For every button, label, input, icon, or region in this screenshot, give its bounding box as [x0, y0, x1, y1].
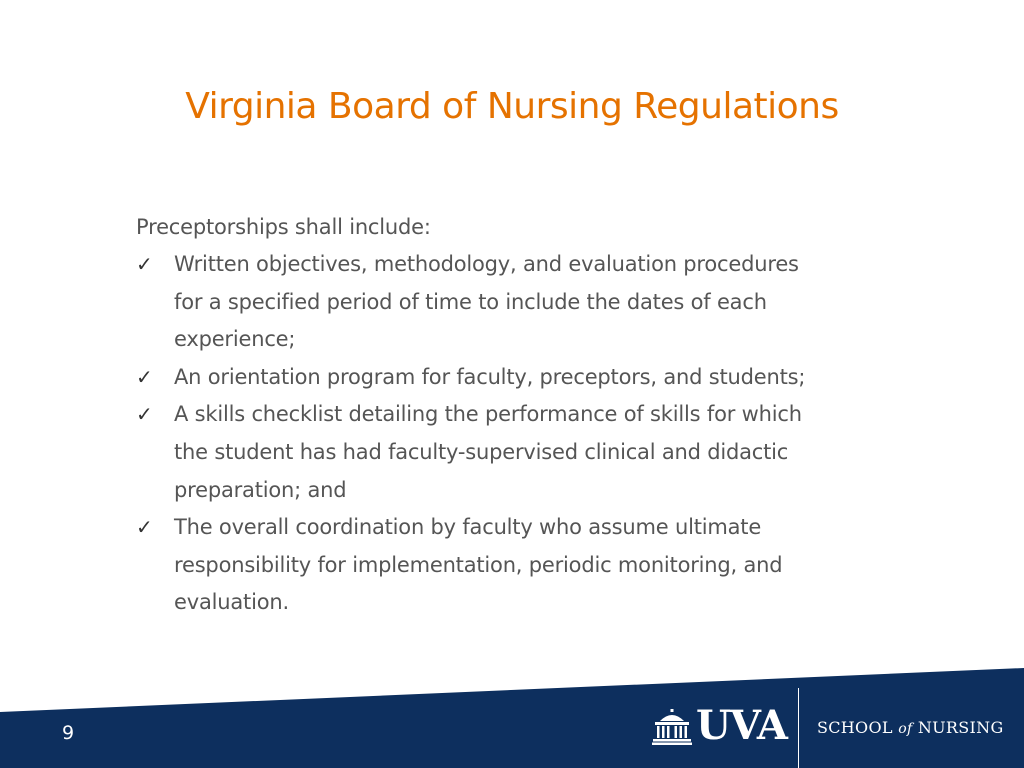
intro-text: Preceptorships shall include: [136, 215, 431, 239]
school-suffix: NURSING [917, 718, 1004, 737]
page-number: 9 [62, 722, 75, 744]
check-mark-icon: ✓ [136, 252, 153, 276]
school-of-nursing-text [817, 718, 1004, 737]
list-item-line: preparation; and [174, 477, 347, 502]
check-mark-icon: ✓ [136, 402, 153, 427]
school-prefix: SCHOOL [817, 718, 893, 737]
list-item-line: evaluation. [174, 590, 289, 615]
list-item-line: Written objectives, methodology, and evaluation procedures [174, 252, 799, 276]
check-mark-icon: ✓ [136, 515, 153, 540]
list-item-line: The overall coordination by faculty who assume ultimate [174, 515, 762, 540]
slide-title: Virginia Board of Nursing Regulations [185, 86, 839, 127]
logo-divider [798, 688, 799, 768]
list-item-line: responsibility for implementation, periodic monitoring, and [174, 552, 783, 577]
list-item-line: for a specified period of time to include the dates of each [174, 289, 767, 314]
list-item-line: experience; [174, 327, 296, 352]
list-item-line: the student has had faculty-supervised clinical and didactic [174, 439, 789, 464]
list-item-line: A skills checklist detailing the performance of skills for which [174, 402, 802, 427]
list-item-line: An orientation program for faculty, preceptors, and students; [174, 364, 806, 389]
uva-logo-text: UVA [696, 702, 787, 749]
school-of: of [898, 721, 913, 737]
check-mark-icon: ✓ [136, 364, 153, 389]
rotunda-logo-icon [652, 707, 692, 745]
